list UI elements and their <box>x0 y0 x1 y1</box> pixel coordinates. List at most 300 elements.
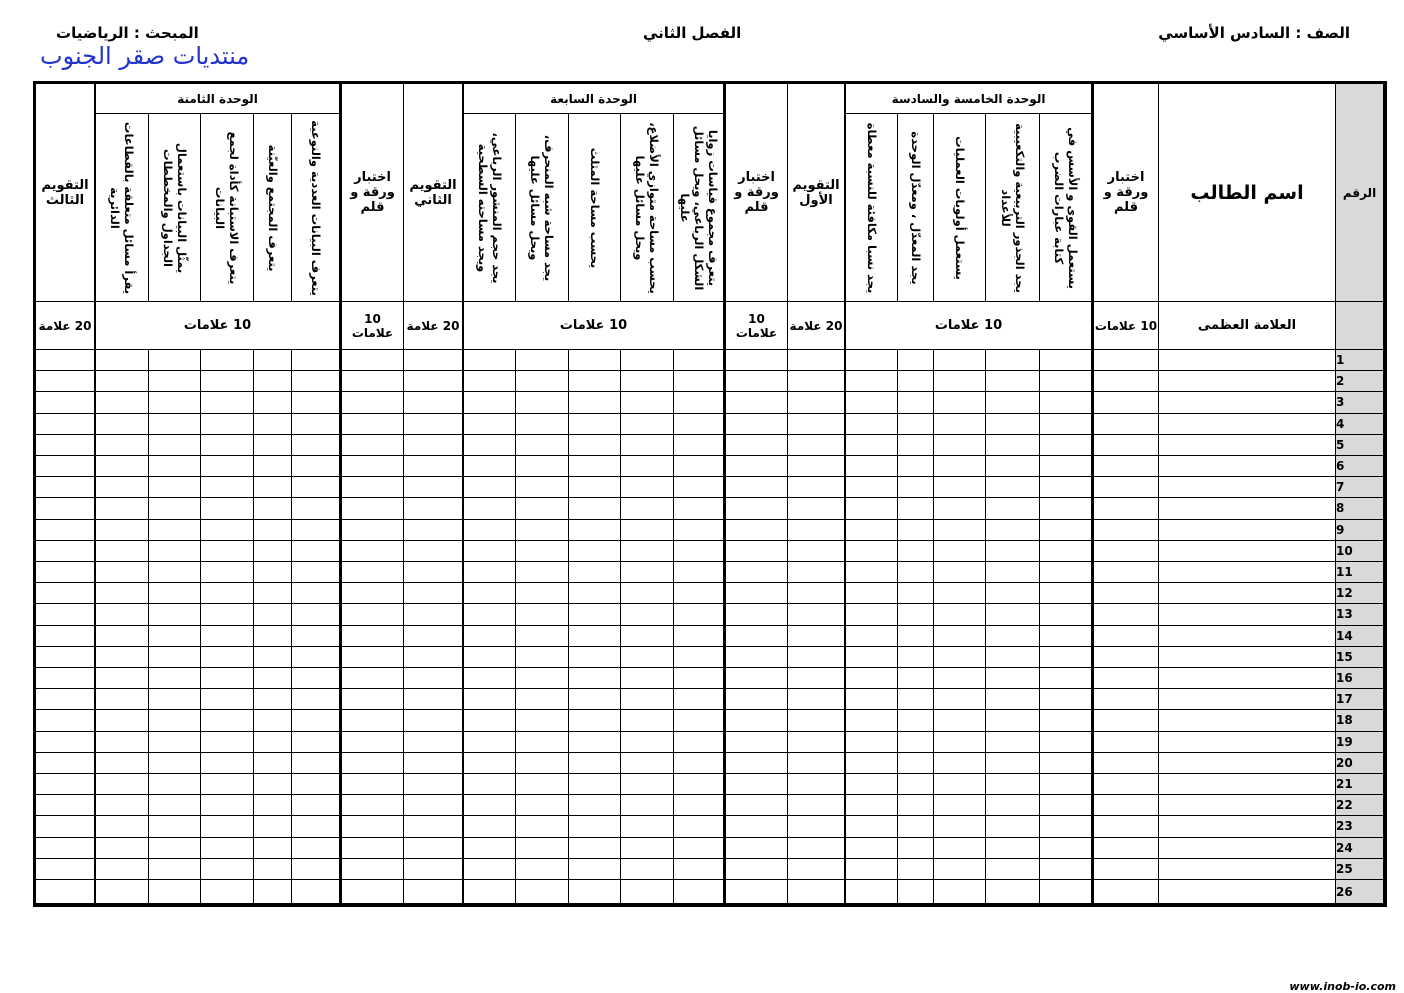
grade-cell[interactable] <box>201 562 254 583</box>
grade-cell[interactable] <box>464 753 516 774</box>
grade-cell[interactable] <box>898 710 934 731</box>
grade-cell[interactable] <box>96 816 149 837</box>
grade-cell[interactable] <box>36 583 96 604</box>
grade-cell[interactable] <box>404 604 464 625</box>
grade-cell[interactable] <box>1040 583 1092 604</box>
grade-cell[interactable] <box>934 541 986 562</box>
grade-cell[interactable] <box>1040 689 1092 710</box>
grade-cell[interactable] <box>674 435 724 456</box>
grade-cell[interactable] <box>149 392 201 413</box>
grade-cell[interactable] <box>149 414 201 435</box>
grade-cell[interactable] <box>464 647 516 668</box>
grade-cell[interactable] <box>788 732 846 753</box>
grade-cell[interactable] <box>201 350 254 371</box>
grade-cell[interactable] <box>292 795 340 816</box>
grade-cell[interactable] <box>621 710 674 731</box>
grade-cell[interactable] <box>404 583 464 604</box>
grade-cell[interactable] <box>149 562 201 583</box>
grade-cell[interactable] <box>201 477 254 498</box>
grade-cell[interactable] <box>674 498 724 519</box>
grade-cell[interactable] <box>898 838 934 859</box>
grade-cell[interactable] <box>724 647 788 668</box>
grade-cell[interactable] <box>569 647 621 668</box>
grade-cell[interactable] <box>292 583 340 604</box>
grade-cell[interactable] <box>724 859 788 880</box>
grade-cell[interactable] <box>292 350 340 371</box>
grade-cell[interactable] <box>201 774 254 795</box>
grade-cell[interactable] <box>898 668 934 689</box>
grade-cell[interactable] <box>149 795 201 816</box>
grade-cell[interactable] <box>986 647 1040 668</box>
grade-cell[interactable] <box>621 541 674 562</box>
grade-cell[interactable] <box>898 371 934 392</box>
grade-cell[interactable] <box>898 689 934 710</box>
grade-cell[interactable] <box>1040 859 1092 880</box>
grade-cell[interactable] <box>292 647 340 668</box>
grade-cell[interactable] <box>404 562 464 583</box>
grade-cell[interactable] <box>149 477 201 498</box>
grade-cell[interactable] <box>292 626 340 647</box>
grade-cell[interactable] <box>934 392 986 413</box>
grade-cell[interactable] <box>36 626 96 647</box>
grade-cell[interactable] <box>788 880 846 904</box>
grade-cell[interactable] <box>724 541 788 562</box>
grade-cell[interactable] <box>621 668 674 689</box>
grade-cell[interactable] <box>1040 350 1092 371</box>
grade-cell[interactable] <box>788 435 846 456</box>
grade-cell[interactable] <box>516 541 569 562</box>
grade-cell[interactable] <box>674 541 724 562</box>
grade-cell[interactable] <box>788 392 846 413</box>
grade-cell[interactable] <box>201 838 254 859</box>
grade-cell[interactable] <box>674 350 724 371</box>
grade-cell[interactable] <box>569 371 621 392</box>
student-name-cell[interactable] <box>1159 350 1336 371</box>
grade-cell[interactable] <box>464 371 516 392</box>
grade-cell[interactable] <box>254 520 292 541</box>
grade-cell[interactable] <box>292 689 340 710</box>
grade-cell[interactable] <box>464 456 516 477</box>
grade-cell[interactable] <box>788 414 846 435</box>
grade-cell[interactable] <box>404 647 464 668</box>
student-name-cell[interactable] <box>1159 456 1336 477</box>
grade-cell[interactable] <box>516 880 569 904</box>
grade-cell[interactable] <box>340 753 404 774</box>
grade-cell[interactable] <box>96 520 149 541</box>
grade-cell[interactable] <box>1040 732 1092 753</box>
grade-cell[interactable] <box>621 838 674 859</box>
grade-cell[interactable] <box>674 626 724 647</box>
grade-cell[interactable] <box>292 562 340 583</box>
grade-cell[interactable] <box>340 435 404 456</box>
grade-cell[interactable] <box>292 816 340 837</box>
grade-cell[interactable] <box>674 689 724 710</box>
student-name-cell[interactable] <box>1159 838 1336 859</box>
grade-cell[interactable] <box>464 350 516 371</box>
grade-cell[interactable] <box>516 753 569 774</box>
grade-cell[interactable] <box>464 689 516 710</box>
grade-cell[interactable] <box>464 816 516 837</box>
student-name-cell[interactable] <box>1159 795 1336 816</box>
grade-cell[interactable] <box>96 541 149 562</box>
grade-cell[interactable] <box>36 541 96 562</box>
grade-cell[interactable] <box>201 710 254 731</box>
grade-cell[interactable] <box>1040 668 1092 689</box>
grade-cell[interactable] <box>569 414 621 435</box>
grade-cell[interactable] <box>986 859 1040 880</box>
grade-cell[interactable] <box>1040 753 1092 774</box>
grade-cell[interactable] <box>516 583 569 604</box>
grade-cell[interactable] <box>1040 604 1092 625</box>
grade-cell[interactable] <box>1040 456 1092 477</box>
grade-cell[interactable] <box>788 583 846 604</box>
grade-cell[interactable] <box>934 498 986 519</box>
grade-cell[interactable] <box>934 774 986 795</box>
grade-cell[interactable] <box>724 583 788 604</box>
grade-cell[interactable] <box>569 583 621 604</box>
grade-cell[interactable] <box>788 816 846 837</box>
grade-cell[interactable] <box>846 371 898 392</box>
grade-cell[interactable] <box>292 520 340 541</box>
grade-cell[interactable] <box>404 710 464 731</box>
grade-cell[interactable] <box>404 668 464 689</box>
grade-cell[interactable] <box>846 626 898 647</box>
student-name-cell[interactable] <box>1159 859 1336 880</box>
grade-cell[interactable] <box>788 689 846 710</box>
grade-cell[interactable] <box>674 816 724 837</box>
grade-cell[interactable] <box>846 668 898 689</box>
grade-cell[interactable] <box>340 456 404 477</box>
grade-cell[interactable] <box>569 520 621 541</box>
grade-cell[interactable] <box>934 838 986 859</box>
student-name-cell[interactable] <box>1159 414 1336 435</box>
grade-cell[interactable] <box>464 732 516 753</box>
grade-cell[interactable] <box>621 753 674 774</box>
grade-cell[interactable] <box>340 795 404 816</box>
grade-cell[interactable] <box>149 350 201 371</box>
grade-cell[interactable] <box>846 816 898 837</box>
grade-cell[interactable] <box>201 859 254 880</box>
grade-cell[interactable] <box>464 498 516 519</box>
grade-cell[interactable] <box>1092 562 1159 583</box>
grade-cell[interactable] <box>621 392 674 413</box>
grade-cell[interactable] <box>254 371 292 392</box>
grade-cell[interactable] <box>464 435 516 456</box>
grade-cell[interactable] <box>788 859 846 880</box>
grade-cell[interactable] <box>1092 435 1159 456</box>
grade-cell[interactable] <box>898 732 934 753</box>
grade-cell[interactable] <box>201 435 254 456</box>
grade-cell[interactable] <box>846 795 898 816</box>
grade-cell[interactable] <box>934 350 986 371</box>
grade-cell[interactable] <box>846 753 898 774</box>
grade-cell[interactable] <box>254 710 292 731</box>
grade-cell[interactable] <box>149 838 201 859</box>
grade-cell[interactable] <box>1040 774 1092 795</box>
grade-cell[interactable] <box>36 371 96 392</box>
grade-cell[interactable] <box>724 414 788 435</box>
grade-cell[interactable] <box>1040 498 1092 519</box>
grade-cell[interactable] <box>292 604 340 625</box>
grade-cell[interactable] <box>201 583 254 604</box>
grade-cell[interactable] <box>1040 520 1092 541</box>
grade-cell[interactable] <box>934 562 986 583</box>
grade-cell[interactable] <box>569 498 621 519</box>
grade-cell[interactable] <box>149 647 201 668</box>
grade-cell[interactable] <box>569 456 621 477</box>
grade-cell[interactable] <box>934 753 986 774</box>
grade-cell[interactable] <box>1092 350 1159 371</box>
student-name-cell[interactable] <box>1159 647 1336 668</box>
grade-cell[interactable] <box>149 689 201 710</box>
grade-cell[interactable] <box>516 562 569 583</box>
grade-cell[interactable] <box>788 604 846 625</box>
grade-cell[interactable] <box>724 732 788 753</box>
grade-cell[interactable] <box>201 689 254 710</box>
grade-cell[interactable] <box>516 689 569 710</box>
grade-cell[interactable] <box>516 647 569 668</box>
grade-cell[interactable] <box>464 880 516 904</box>
grade-cell[interactable] <box>96 562 149 583</box>
grade-cell[interactable] <box>36 774 96 795</box>
grade-cell[interactable] <box>292 477 340 498</box>
grade-cell[interactable] <box>934 880 986 904</box>
grade-cell[interactable] <box>986 435 1040 456</box>
grade-cell[interactable] <box>254 414 292 435</box>
grade-cell[interactable] <box>846 838 898 859</box>
grade-cell[interactable] <box>254 838 292 859</box>
grade-cell[interactable] <box>1040 838 1092 859</box>
grade-cell[interactable] <box>254 626 292 647</box>
grade-cell[interactable] <box>96 795 149 816</box>
grade-cell[interactable] <box>36 477 96 498</box>
grade-cell[interactable] <box>674 456 724 477</box>
grade-cell[interactable] <box>292 710 340 731</box>
grade-cell[interactable] <box>986 350 1040 371</box>
grade-cell[interactable] <box>149 604 201 625</box>
grade-cell[interactable] <box>1092 371 1159 392</box>
grade-cell[interactable] <box>404 477 464 498</box>
grade-cell[interactable] <box>96 753 149 774</box>
grade-cell[interactable] <box>898 583 934 604</box>
grade-cell[interactable] <box>464 668 516 689</box>
grade-cell[interactable] <box>96 583 149 604</box>
grade-cell[interactable] <box>934 732 986 753</box>
grade-cell[interactable] <box>254 689 292 710</box>
grade-cell[interactable] <box>569 859 621 880</box>
grade-cell[interactable] <box>292 498 340 519</box>
grade-cell[interactable] <box>1092 880 1159 904</box>
grade-cell[interactable] <box>1040 477 1092 498</box>
grade-cell[interactable] <box>404 541 464 562</box>
grade-cell[interactable] <box>404 795 464 816</box>
grade-cell[interactable] <box>340 859 404 880</box>
grade-cell[interactable] <box>292 859 340 880</box>
grade-cell[interactable] <box>36 859 96 880</box>
grade-cell[interactable] <box>1092 753 1159 774</box>
grade-cell[interactable] <box>516 668 569 689</box>
grade-cell[interactable] <box>569 668 621 689</box>
grade-cell[interactable] <box>292 668 340 689</box>
grade-cell[interactable] <box>898 392 934 413</box>
grade-cell[interactable] <box>846 880 898 904</box>
grade-cell[interactable] <box>464 477 516 498</box>
grade-cell[interactable] <box>292 753 340 774</box>
grade-cell[interactable] <box>569 477 621 498</box>
grade-cell[interactable] <box>96 392 149 413</box>
grade-cell[interactable] <box>621 689 674 710</box>
grade-cell[interactable] <box>569 880 621 904</box>
grade-cell[interactable] <box>724 435 788 456</box>
grade-cell[interactable] <box>569 689 621 710</box>
grade-cell[interactable] <box>621 583 674 604</box>
grade-cell[interactable] <box>36 838 96 859</box>
grade-cell[interactable] <box>621 859 674 880</box>
grade-cell[interactable] <box>1092 838 1159 859</box>
grade-cell[interactable] <box>621 795 674 816</box>
grade-cell[interactable] <box>1092 710 1159 731</box>
grade-cell[interactable] <box>986 392 1040 413</box>
grade-cell[interactable] <box>846 689 898 710</box>
grade-cell[interactable] <box>36 710 96 731</box>
grade-cell[interactable] <box>404 689 464 710</box>
student-name-cell[interactable] <box>1159 626 1336 647</box>
grade-cell[interactable] <box>898 477 934 498</box>
grade-cell[interactable] <box>674 604 724 625</box>
grade-cell[interactable] <box>569 753 621 774</box>
grade-cell[interactable] <box>1092 541 1159 562</box>
grade-cell[interactable] <box>934 456 986 477</box>
grade-cell[interactable] <box>1092 647 1159 668</box>
grade-cell[interactable] <box>986 710 1040 731</box>
grade-cell[interactable] <box>898 456 934 477</box>
grade-cell[interactable] <box>254 562 292 583</box>
grade-cell[interactable] <box>788 520 846 541</box>
grade-cell[interactable] <box>404 498 464 519</box>
grade-cell[interactable] <box>254 456 292 477</box>
grade-cell[interactable] <box>254 477 292 498</box>
grade-cell[interactable] <box>724 520 788 541</box>
grade-cell[interactable] <box>292 774 340 795</box>
grade-cell[interactable] <box>569 732 621 753</box>
grade-cell[interactable] <box>934 668 986 689</box>
grade-cell[interactable] <box>340 350 404 371</box>
grade-cell[interactable] <box>621 520 674 541</box>
grade-cell[interactable] <box>404 626 464 647</box>
grade-cell[interactable] <box>340 414 404 435</box>
grade-cell[interactable] <box>1040 647 1092 668</box>
grade-cell[interactable] <box>569 626 621 647</box>
student-name-cell[interactable] <box>1159 562 1336 583</box>
grade-cell[interactable] <box>846 477 898 498</box>
grade-cell[interactable] <box>149 880 201 904</box>
grade-cell[interactable] <box>1092 604 1159 625</box>
grade-cell[interactable] <box>340 732 404 753</box>
grade-cell[interactable] <box>724 456 788 477</box>
student-name-cell[interactable] <box>1159 541 1336 562</box>
grade-cell[interactable] <box>201 541 254 562</box>
grade-cell[interactable] <box>254 392 292 413</box>
grade-cell[interactable] <box>674 880 724 904</box>
grade-cell[interactable] <box>569 838 621 859</box>
grade-cell[interactable] <box>898 414 934 435</box>
grade-cell[interactable] <box>1092 732 1159 753</box>
grade-cell[interactable] <box>292 371 340 392</box>
student-name-cell[interactable] <box>1159 392 1336 413</box>
grade-cell[interactable] <box>516 371 569 392</box>
grade-cell[interactable] <box>201 604 254 625</box>
grade-cell[interactable] <box>674 477 724 498</box>
grade-cell[interactable] <box>201 626 254 647</box>
student-name-cell[interactable] <box>1159 371 1336 392</box>
grade-cell[interactable] <box>254 795 292 816</box>
grade-cell[interactable] <box>1092 689 1159 710</box>
grade-cell[interactable] <box>254 732 292 753</box>
grade-cell[interactable] <box>1040 435 1092 456</box>
grade-cell[interactable] <box>149 816 201 837</box>
grade-cell[interactable] <box>96 350 149 371</box>
grade-cell[interactable] <box>340 583 404 604</box>
grade-cell[interactable] <box>201 414 254 435</box>
grade-cell[interactable] <box>149 456 201 477</box>
grade-cell[interactable] <box>36 456 96 477</box>
grade-cell[interactable] <box>96 435 149 456</box>
grade-cell[interactable] <box>340 498 404 519</box>
grade-cell[interactable] <box>1092 498 1159 519</box>
grade-cell[interactable] <box>36 753 96 774</box>
grade-cell[interactable] <box>674 371 724 392</box>
grade-cell[interactable] <box>569 541 621 562</box>
grade-cell[interactable] <box>846 435 898 456</box>
grade-cell[interactable] <box>674 668 724 689</box>
grade-cell[interactable] <box>724 498 788 519</box>
grade-cell[interactable] <box>986 880 1040 904</box>
grade-cell[interactable] <box>36 795 96 816</box>
grade-cell[interactable] <box>1092 816 1159 837</box>
grade-cell[interactable] <box>96 774 149 795</box>
grade-cell[interactable] <box>254 859 292 880</box>
grade-cell[interactable] <box>898 774 934 795</box>
grade-cell[interactable] <box>201 456 254 477</box>
grade-cell[interactable] <box>1092 414 1159 435</box>
grade-cell[interactable] <box>1092 774 1159 795</box>
grade-cell[interactable] <box>96 668 149 689</box>
grade-cell[interactable] <box>934 710 986 731</box>
grade-cell[interactable] <box>340 477 404 498</box>
student-name-cell[interactable] <box>1159 880 1336 904</box>
grade-cell[interactable] <box>898 859 934 880</box>
grade-cell[interactable] <box>149 371 201 392</box>
grade-cell[interactable] <box>404 392 464 413</box>
grade-cell[interactable] <box>846 541 898 562</box>
grade-cell[interactable] <box>404 456 464 477</box>
grade-cell[interactable] <box>96 477 149 498</box>
grade-cell[interactable] <box>96 414 149 435</box>
grade-cell[interactable] <box>986 498 1040 519</box>
grade-cell[interactable] <box>464 541 516 562</box>
grade-cell[interactable] <box>464 583 516 604</box>
grade-cell[interactable] <box>340 371 404 392</box>
grade-cell[interactable] <box>201 371 254 392</box>
student-name-cell[interactable] <box>1159 816 1336 837</box>
grade-cell[interactable] <box>340 880 404 904</box>
grade-cell[interactable] <box>36 647 96 668</box>
grade-cell[interactable] <box>464 859 516 880</box>
grade-cell[interactable] <box>846 604 898 625</box>
grade-cell[interactable] <box>846 392 898 413</box>
grade-cell[interactable] <box>986 562 1040 583</box>
grade-cell[interactable] <box>201 668 254 689</box>
